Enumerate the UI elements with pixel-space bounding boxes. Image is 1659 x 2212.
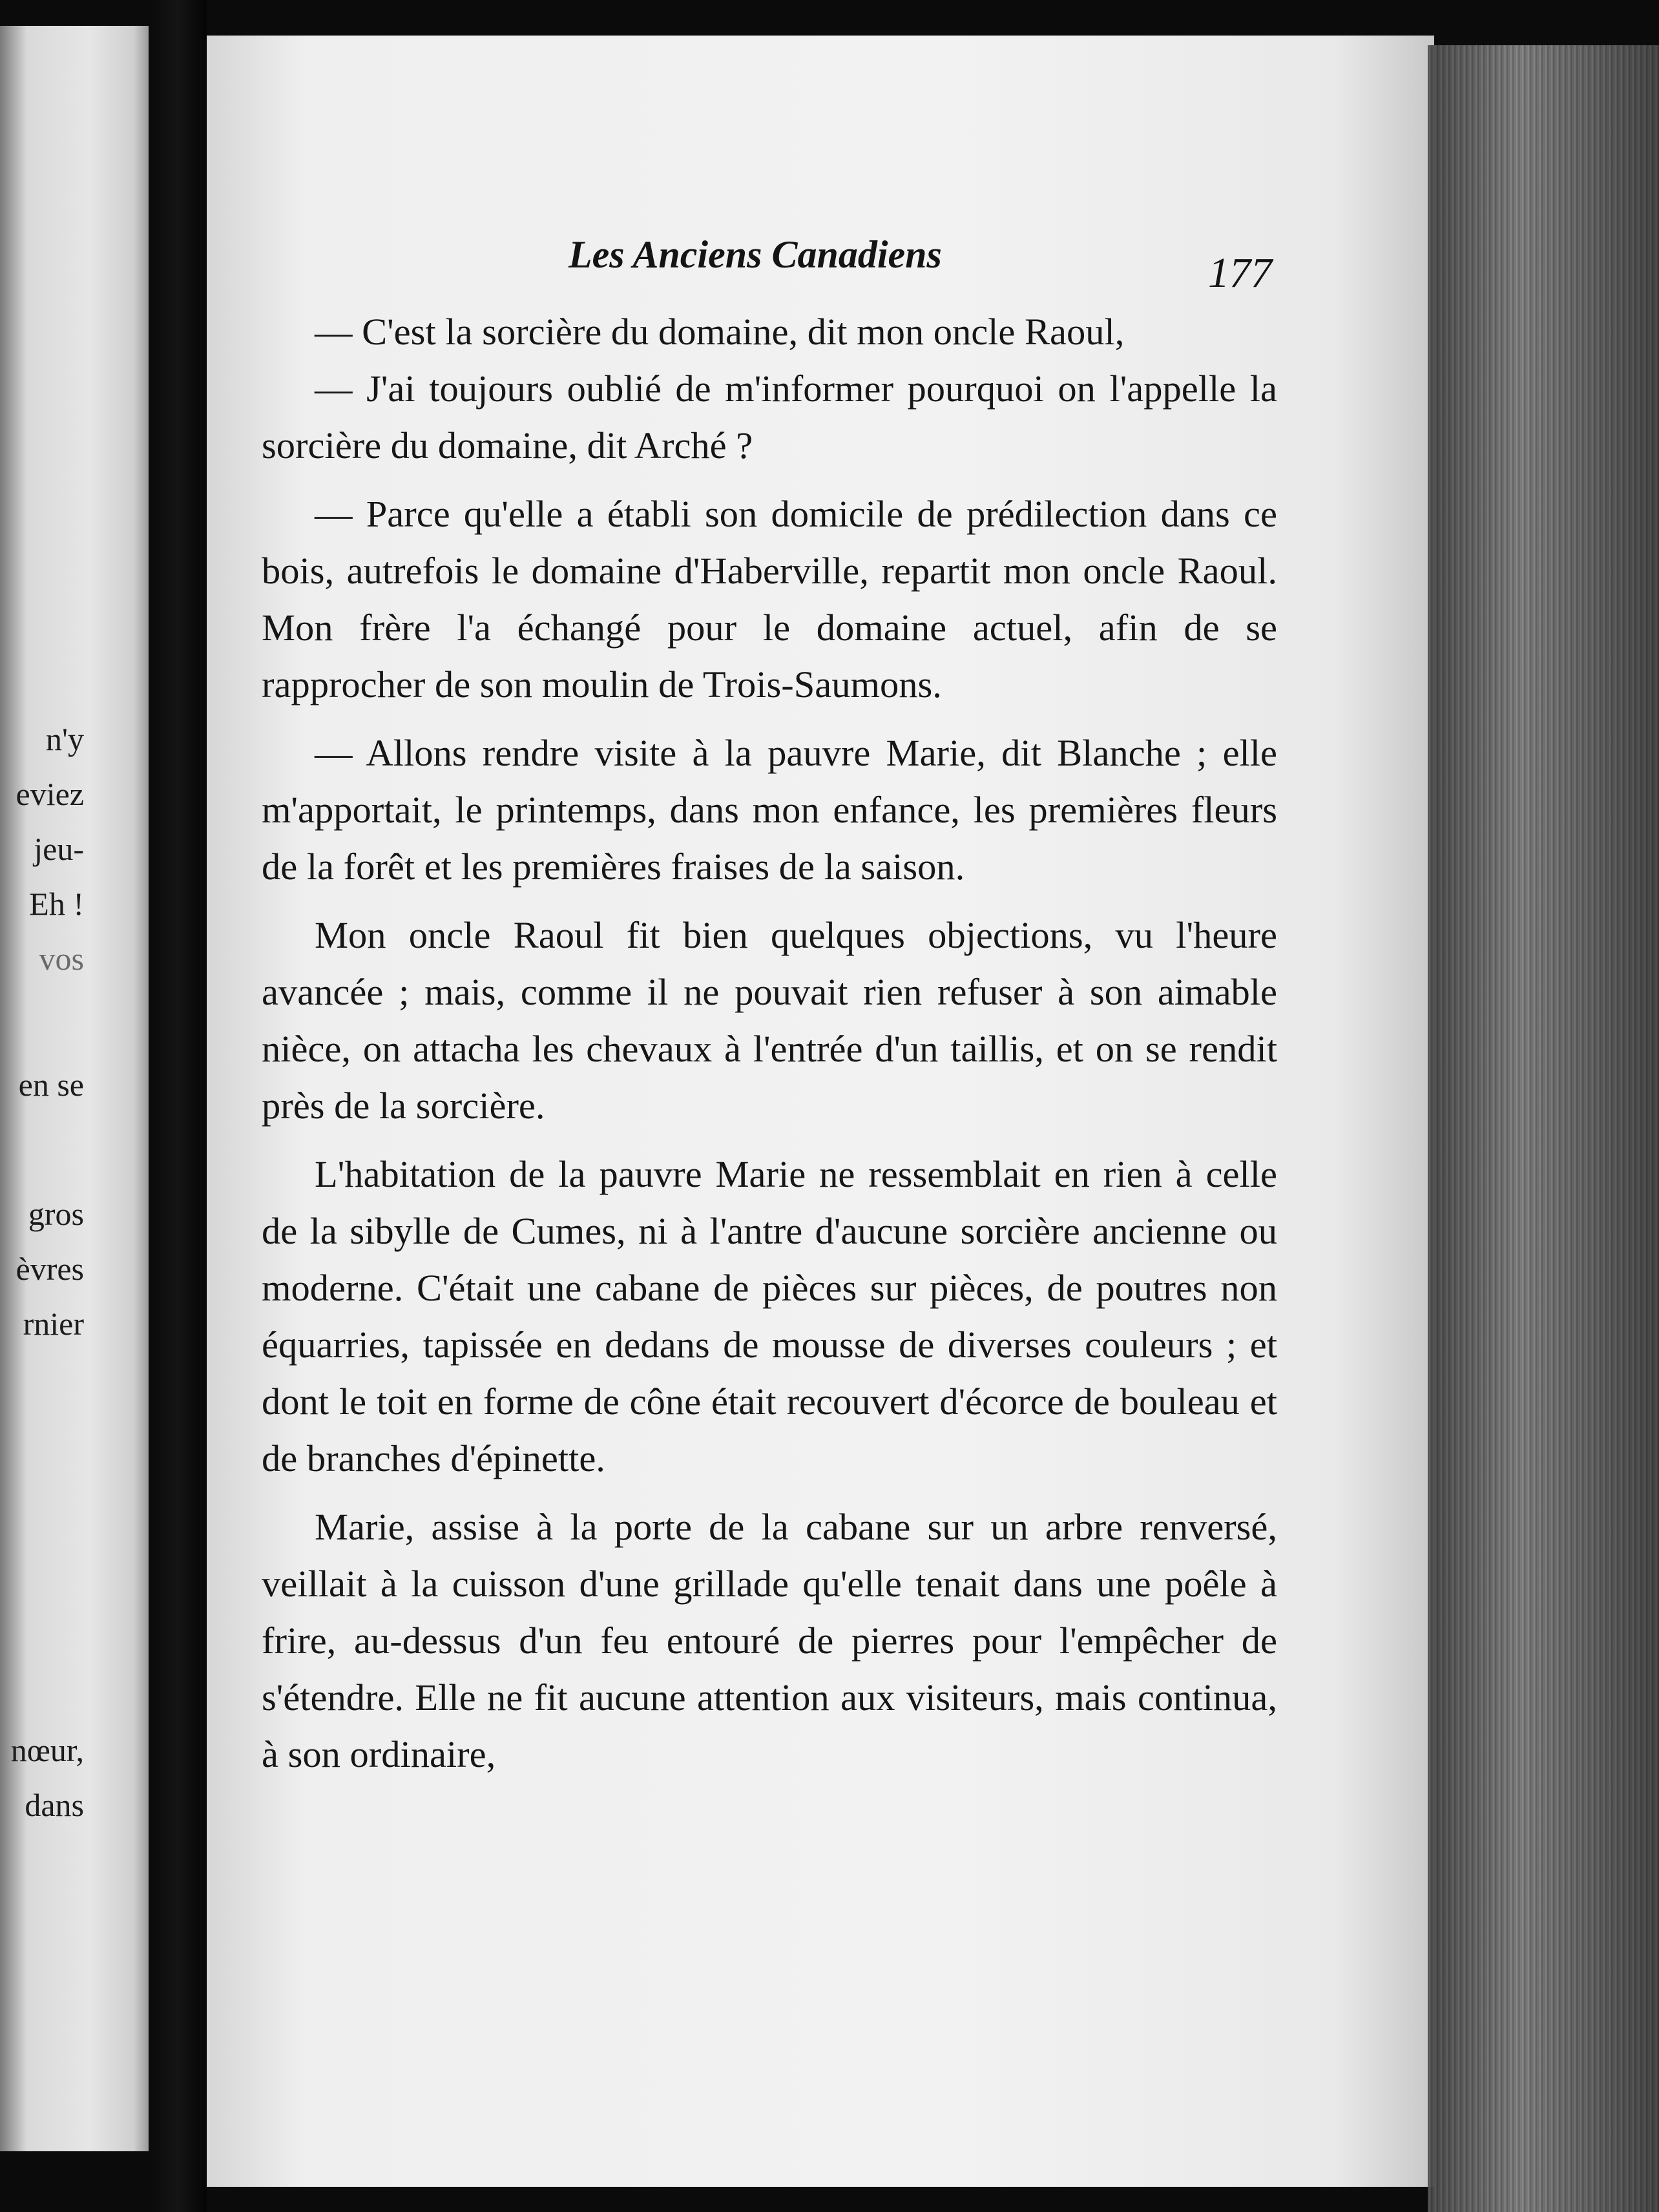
book-gutter bbox=[149, 0, 207, 2212]
left-fragment: vos bbox=[39, 941, 84, 977]
paragraph: — C'est la sorcière du domaine, dit mon oncle Raoul, bbox=[315, 311, 1125, 353]
page-edges bbox=[1428, 45, 1659, 2212]
body-text bbox=[262, 304, 1277, 1783]
left-fragment: èvres bbox=[16, 1251, 84, 1287]
left-fragment: eviez bbox=[16, 776, 84, 812]
paragraph: — Allons rendre visite à la pauvre Marie, dit Blanche ; elle m'apportait, le printemps, dans mon enfance, les premières fleurs de la forêt et les premières fraises de la saison. bbox=[262, 732, 1277, 888]
left-fragment: n'y bbox=[45, 721, 84, 757]
left-page bbox=[0, 26, 149, 2151]
left-fragment: en se bbox=[18, 1067, 84, 1103]
paragraph: — Parce qu'elle a établi son domicile de prédilection dans ce bois, autrefois le domaine d'Haberville, repartit mon oncle Raoul. Mon frère l'a échangé pour le domaine actuel, afin de se rapprocher de son moulin de Trois-Saumons. bbox=[262, 493, 1277, 705]
paragraph: Mon oncle Raoul fit bien quelques objections, vu l'heure avancée ; mais, comme il ne pouvait rien refuser à son aimable nièce, on attacha les chevaux à l'entrée d'un taillis, et on se rendit près de la sorcière. bbox=[262, 914, 1277, 1127]
left-fragment: rnier bbox=[23, 1306, 84, 1342]
left-fragment: gros bbox=[28, 1196, 84, 1232]
left-fragment: Eh ! bbox=[29, 886, 84, 922]
paragraph: — J'ai toujours oublié de m'informer pourquoi on l'appelle la sorcière du domaine, dit Arché ? bbox=[262, 368, 1277, 466]
left-fragment: jeu- bbox=[34, 831, 84, 867]
page-number: 177 bbox=[1208, 249, 1272, 297]
left-fragment: dans bbox=[25, 1787, 84, 1823]
paragraph: L'habitation de la pauvre Marie ne ressemblait en rien à celle de la sibylle de Cumes, ni à l'antre d'aucune sorcière ancienne ou moderne. C'était une cabane de pièces sur pièces, de poutres non équarries, tapissée en dedans de mousse de diverses couleurs ; et dont le toit en forme de cône était recouvert d'écorce de bouleau et de branches d'épinette. bbox=[262, 1153, 1277, 1479]
left-fragment: nœur, bbox=[10, 1732, 84, 1768]
paragraph: Marie, assise à la porte de la cabane sur un arbre renversé, veillait à la cuisson d'une grillade qu'elle tenait dans une poêle à frire, au-dessus d'un feu entouré de pierres pour l'empêcher de s'étendre. Elle ne fit aucune attention aux visiteurs, mais continua, à son ordinaire, bbox=[262, 1506, 1277, 1775]
running-title: Les Anciens Canadiens bbox=[569, 233, 942, 276]
